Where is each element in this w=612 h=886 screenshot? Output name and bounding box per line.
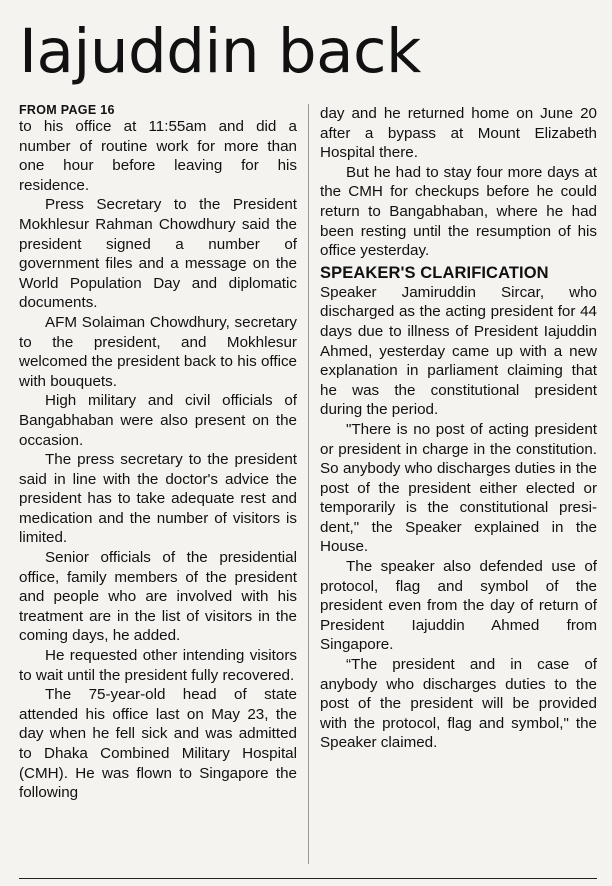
bottom-rule xyxy=(19,878,597,879)
paragraph: Senior officials of the presidential office, family members of the president and people who are involved with his treatment are in the list of visitors in the coming days, he added. xyxy=(19,549,297,645)
paragraph: "There is no post of acting president or president in charge in the constitution. So anybody who discharges duties in the post of the president either elected or temporarily is the constitutional president," the Speaker explained in the House. xyxy=(320,420,597,556)
paragraph: to his office at 11:55am and did a number of routine work for more than one hour before leaving for his residence. xyxy=(19,118,297,194)
paragraph: The speaker also defended use of protocol, flag and symbol of the president even from the day of return of President Iajuddin Ahmed from Singapore. xyxy=(320,558,597,654)
paragraph: The 75-year-old head of state attended his office last on May 23, the day when he fell sick and was admitted to Dhaka Combined Military Hospital (CMH). He was flown to Singapore the following xyxy=(19,686,297,802)
paragraph: AFM Solaiman Chowdhury, secretary to the president, and Mokhlesur welcomed the president back to his office with bouquets. xyxy=(19,313,297,390)
paragraph: The press secretary to the president said in line with the doctor's advice the president has to take adequate rest and medication and the number of visitors is limited. xyxy=(19,451,297,547)
paragraph: Speaker Jamiruddin Sircar, who discharged as the acting president for 44 days due to illness of President Iajuddin Ahmed, yesterday came up with a new explanation in parliament claiming that he was the constitutional president during the period. xyxy=(320,283,597,419)
paragraph: Press Secretary to the President Mokhlesur Rahman Chowdhury said the president signed a number of government files and a message on the World Population Day and diplomatic documents. xyxy=(19,196,297,312)
paragraph: High military and civil officials of Bangabhaban were also present on the occasion. xyxy=(19,392,297,449)
headline: Iajuddin back xyxy=(19,16,421,87)
article-column-left xyxy=(19,104,297,803)
paragraph: day and he returned home on June 20 after a bypass at Mount Elizabeth Hospital there. xyxy=(320,105,597,162)
continuation-label: FROM PAGE 16 xyxy=(19,103,115,117)
paragraph: “The president and in case of anybody who discharges duties to the post of the president will be provided with the protocol, flag and symbol," the Speaker claimed. xyxy=(320,656,597,752)
paragraph: He requested other intending visitors to wait until the president fully recovered. xyxy=(19,647,297,684)
section-subhead: SPEAKER'S CLARIFICATION xyxy=(320,263,549,282)
paragraph: But he had to stay four more days at the CMH for checkups before he could return to Bangabhaban, where he had been resting until the resumption of his office yesterday. xyxy=(320,163,597,260)
article-column-right xyxy=(320,104,597,753)
column-divider xyxy=(308,104,309,864)
